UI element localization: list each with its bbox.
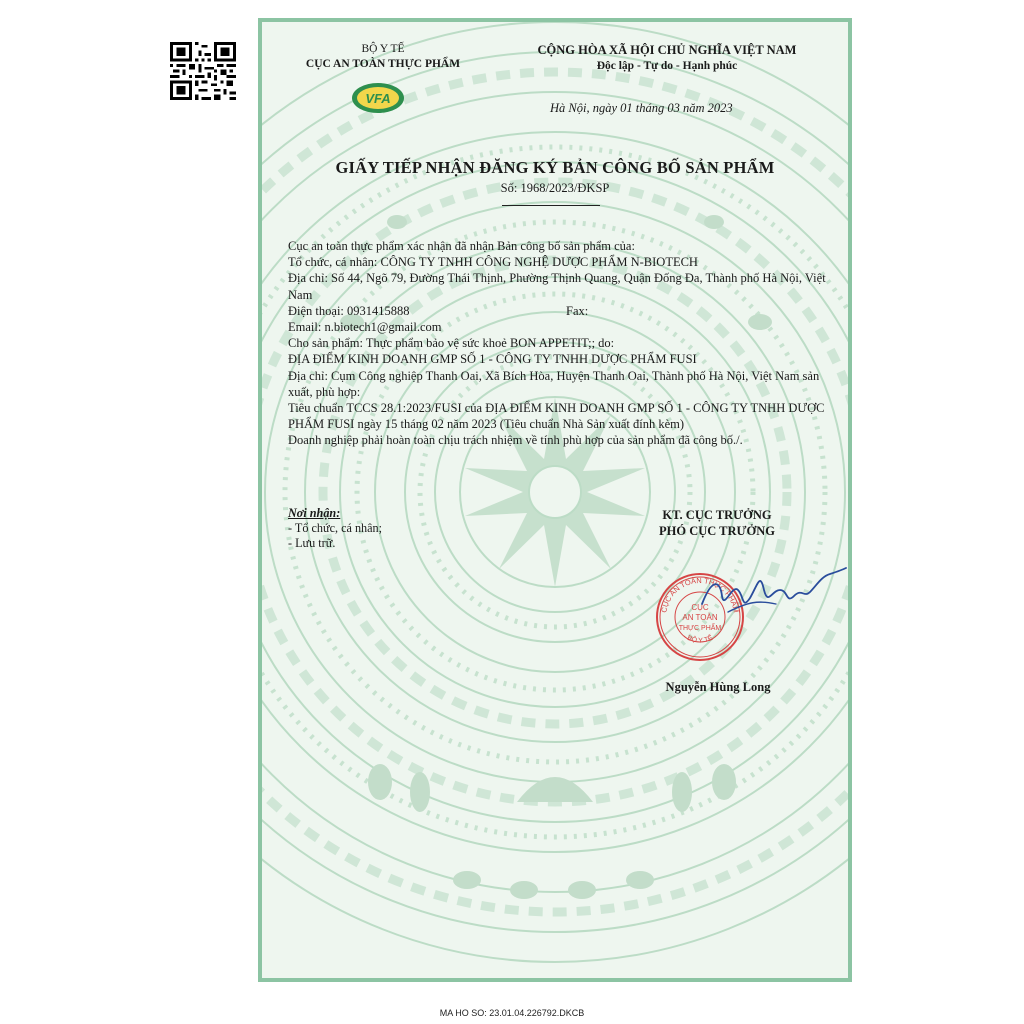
stamp-outer-text: CỤC AN TOÀN THỰC PHẨM: [659, 575, 741, 614]
phone-line: Điện thoại: 0931415888: [288, 303, 410, 318]
fax-line: Fax:: [566, 303, 589, 318]
responsibility-line: Doanh nghiệp phải hoàn toàn chịu trách nhiệm về tính phù hợp của sản phẩm đã công bố./.: [288, 433, 743, 448]
manufacturer-address-line: Địa chỉ: Cụm Công nghiệp Thanh Oai, Xã Bích Hòa, Huyện Thanh Oai, Thành phố Hà Nội, Việt Nam sản xuất, phù hợp:: [288, 368, 820, 399]
manufacturer-line: ĐỊA ĐIỂM KINH DOANH GMP SỐ 1 - CÔNG TY TNHH DƯỢC PHẨM FUSI: [288, 352, 697, 367]
stamp-center-line: CỤC: [691, 603, 709, 612]
national-motto: Độc lập - Tự do - Hạnh phúc: [596, 60, 738, 72]
recipient-item: - Lưu trữ.: [288, 536, 336, 550]
contact-line: [288, 303, 828, 319]
recipients: [288, 506, 382, 551]
email-line: Email: n.biotech1@gmail.com: [288, 320, 442, 335]
title-divider: [502, 205, 600, 206]
certificate: [258, 18, 852, 982]
stamp-bottom-text: BỘ Y TẾ: [685, 634, 715, 645]
signature-title-line2: PHÓ CỤC TRƯỞNG: [659, 523, 775, 538]
certificate-body: [288, 238, 828, 449]
stamp-center-line: AN TOÀN: [682, 613, 718, 622]
vfa-logo: [346, 78, 410, 116]
nation-name: CỘNG HÒA XÃ HỘI CHỦ NGHĨA VIỆT NAM: [537, 43, 797, 57]
stamp-center-line: THỰC PHẨM: [678, 625, 722, 632]
dossier-code: MA HO SO: 23.01.04.226792.DKCB: [439, 1008, 585, 1018]
qr-code: [170, 42, 236, 100]
document-number: Số: 1968/2023/ĐKSP: [500, 181, 610, 195]
svg-text:BỘ Y TẾ: [686, 632, 714, 645]
organization-line: Tổ chức, cá nhân: CÔNG TY TNHH CÔNG NGHỆ DƯỢC PHẨM N-BIOTECH: [288, 255, 698, 270]
issue-date: Hà Nội, ngày 01 tháng 03 năm 2023: [550, 101, 733, 115]
handwritten-signature: [698, 560, 848, 620]
header-right: [492, 42, 842, 74]
product-line: Cho sản phẩm: Thực phẩm bảo vệ sức khoẻ BON APPETIT;; do:: [288, 336, 615, 351]
signature-title-line1: KT. CỤC TRƯỞNG: [662, 508, 772, 522]
vfa-logo-text: VFA: [365, 91, 391, 106]
ministry-name: BỘ Y TẾ: [361, 43, 405, 55]
intro-line: Cục an toàn thực phẩm xác nhận đã nhận Bản công bố sản phẩm của:: [288, 239, 635, 253]
recipients-heading: Nơi nhận:: [288, 506, 341, 520]
agency-name: CỤC AN TOÀN THỰC PHẨM: [305, 58, 461, 70]
header-left: [278, 42, 488, 72]
certificate-title: GIẤY TIẾP NHẬN ĐĂNG KÝ BẢN CÔNG BỐ SẢN PHẨM: [335, 158, 775, 177]
signer-name: Nguyễn Hùng Long: [665, 680, 771, 694]
signature-title: [632, 508, 802, 539]
address-line: Địa chỉ: Số 44, Ngõ 79, Đường Thái Thịnh, Phường Thịnh Quang, Quận Đống Đa, Thành phố Hà Nội, Việt Nam: [288, 271, 826, 302]
standard-line: Tiêu chuẩn TCCS 28.1:2023/FUSI của ĐỊA ĐIỂM KINH DOANH GMP SỐ 1 - CÔNG TY TNHH DƯỢC PHẨM FUSI ngày 15 tháng 02 năm 2023 (Tiêu chuẩn Nhà Sản xuất đính kèm): [288, 401, 825, 432]
signature-lettering: ng thuue: [698, 560, 702, 561]
recipient-item: - Tổ chức, cá nhân;: [288, 521, 383, 535]
